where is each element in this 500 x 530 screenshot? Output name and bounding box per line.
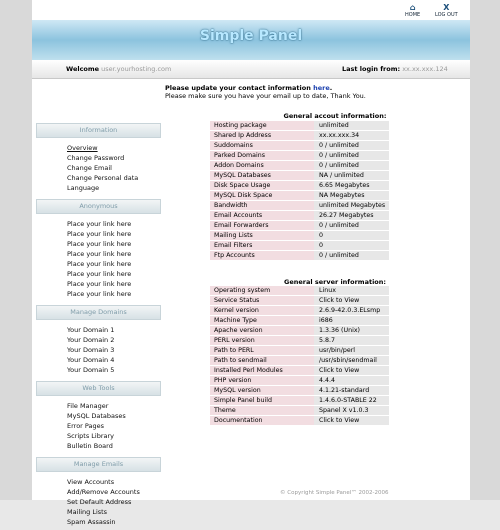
update-contact-link[interactable]: here xyxy=(313,84,330,92)
table-row xyxy=(210,171,389,180)
table-row xyxy=(210,296,389,305)
logout-button[interactable] xyxy=(435,3,458,18)
table-row xyxy=(210,286,389,295)
row-value: 0 / unlimited xyxy=(314,151,389,160)
row-value: 2.6.9-42.0.3.ELsmp xyxy=(314,306,389,315)
sidebar-link[interactable]: Language xyxy=(67,184,100,192)
last-login-ip: xx.xx.xxx.124 xyxy=(402,65,448,73)
row-value: Spanel X v1.0.3 xyxy=(314,406,389,415)
close-icon: X xyxy=(443,3,450,12)
sidebar-section-header: Anonymous xyxy=(36,199,161,214)
table-row xyxy=(210,131,389,140)
sidebar-link[interactable]: Change Email xyxy=(67,164,112,172)
sidebar-link[interactable]: Add/Remove Accounts xyxy=(67,488,140,496)
row-label: PERL version xyxy=(210,336,314,345)
row-label: Operating system xyxy=(210,286,314,295)
table-row xyxy=(210,406,389,415)
brand-logo: Simple Panel xyxy=(199,28,303,44)
sidebar-link[interactable]: Error Pages xyxy=(67,422,105,430)
row-value: unlimited Megabytes xyxy=(314,201,389,210)
table-row xyxy=(210,346,389,355)
row-value: unlimited xyxy=(314,121,389,130)
table-row xyxy=(210,141,389,150)
sidebar-section-list xyxy=(36,138,161,196)
sidebar-link[interactable]: Place your link here xyxy=(67,260,132,268)
table-row xyxy=(210,356,389,365)
row-label: Ftp Accounts xyxy=(210,251,314,260)
welcome-bar xyxy=(32,60,470,79)
sidebar-section-header: Web Tools xyxy=(36,381,161,396)
notice-text: Please update your contact information xyxy=(165,84,314,92)
row-value: 0 / unlimited xyxy=(314,251,389,260)
page xyxy=(32,0,470,526)
sidebar-link[interactable]: Your Domain 2 xyxy=(67,336,115,344)
row-value: 0 / unlimited xyxy=(314,221,389,230)
row-label: Simple Panel build xyxy=(210,396,314,405)
update-notice xyxy=(165,84,445,100)
sidebar-link[interactable]: Your Domain 3 xyxy=(67,346,115,354)
sidebar-link[interactable]: Overview xyxy=(67,144,98,152)
table-row xyxy=(210,396,389,405)
table-row xyxy=(210,121,389,130)
sidebar xyxy=(36,120,161,530)
welcome-text xyxy=(66,65,171,73)
sidebar-link[interactable]: View Accounts xyxy=(67,478,115,486)
row-value: 26.27 Megabytes xyxy=(314,211,389,220)
table-row xyxy=(210,251,389,260)
table-row xyxy=(210,306,389,315)
header-banner xyxy=(32,20,470,60)
row-label: Path to sendmail xyxy=(210,356,314,365)
table-row xyxy=(210,191,389,200)
table-row xyxy=(210,241,389,250)
table-row xyxy=(210,316,389,325)
sidebar-link[interactable]: Change Personal data xyxy=(67,174,139,182)
row-value: 0 / unlimited xyxy=(314,161,389,170)
sidebar-link[interactable]: MySQL Databases xyxy=(67,412,126,420)
row-label: Disk Space Usage xyxy=(210,181,314,190)
row-value: 5.8.7 xyxy=(314,336,389,345)
server-info-table xyxy=(210,285,389,426)
server-info-title: General server information: xyxy=(283,278,386,286)
row-label: Apache version xyxy=(210,326,314,335)
sidebar-link[interactable]: Spam Assassin xyxy=(67,518,116,526)
row-value: 4.1.21-standard xyxy=(314,386,389,395)
sidebar-link[interactable]: Mailing Lists xyxy=(67,508,108,516)
row-label: MySQL version xyxy=(210,386,314,395)
row-label: Shared Ip Address xyxy=(210,131,314,140)
row-label: Suddomains xyxy=(210,141,314,150)
sidebar-link[interactable]: Place your link here xyxy=(67,230,132,238)
account-info-title: General accout information: xyxy=(283,112,387,120)
table-row xyxy=(210,181,389,190)
sidebar-link[interactable]: Bulletin Board xyxy=(67,442,113,450)
sidebar-link[interactable]: Place your link here xyxy=(67,220,132,228)
sidebar-section-list xyxy=(36,472,161,530)
row-value: 1.3.36 (Unix) xyxy=(314,326,389,335)
row-label: Hosting package xyxy=(210,121,314,130)
row-value: 6.65 Megabytes xyxy=(314,181,389,190)
sidebar-link[interactable]: Scripts Library xyxy=(67,432,115,440)
sidebar-section-header: Information xyxy=(36,123,161,138)
home-icon: ⌂ xyxy=(409,3,416,12)
table-row xyxy=(210,366,389,375)
sidebar-link[interactable]: File Manager xyxy=(67,402,109,410)
click-to-view-link[interactable]: Click to View xyxy=(314,416,389,425)
row-value: /usr/sbin/sendmail xyxy=(314,356,389,365)
sidebar-section-list xyxy=(36,320,161,378)
row-value: Linux xyxy=(314,286,389,295)
click-to-view-link[interactable]: Click to View xyxy=(314,366,389,375)
left-gutter xyxy=(0,0,32,500)
row-value: i686 xyxy=(314,316,389,325)
row-label: MySQL Databases xyxy=(210,171,314,180)
sidebar-link[interactable]: Place your link here xyxy=(67,290,132,298)
row-value: xx.xx.xxx.34 xyxy=(314,131,389,140)
row-label: Email Forwarders xyxy=(210,221,314,230)
sidebar-link[interactable]: Place your link here xyxy=(67,270,132,278)
sidebar-link[interactable]: Your Domain 5 xyxy=(67,366,115,374)
row-label: Path to PERL xyxy=(210,346,314,355)
table-row xyxy=(210,376,389,385)
home-label: HOME xyxy=(405,12,421,18)
row-label: Documentation xyxy=(210,416,314,425)
row-value: usr/bin/perl xyxy=(314,346,389,355)
sidebar-link[interactable]: Change Password xyxy=(67,154,125,162)
welcome-user: user.yourhosting.com xyxy=(101,65,172,73)
logout-label: LOG OUT xyxy=(435,12,458,18)
table-row xyxy=(210,201,389,210)
sidebar-link[interactable]: Set Default Address xyxy=(67,498,132,506)
sidebar-link[interactable]: Place your link here xyxy=(67,280,132,288)
row-label: Service Status xyxy=(210,296,314,305)
click-to-view-link[interactable]: Click to View xyxy=(314,296,389,305)
table-row xyxy=(210,336,389,345)
table-row xyxy=(210,386,389,395)
row-label: Parked Domains xyxy=(210,151,314,160)
row-label: MySQL Disk Space xyxy=(210,191,314,200)
row-value: NA / unlimited xyxy=(314,171,389,180)
row-label: Kernel version xyxy=(210,306,314,315)
row-label: PHP version xyxy=(210,376,314,385)
row-label: Machine Type xyxy=(210,316,314,325)
sidebar-section-list xyxy=(36,214,161,302)
sidebar-section-header: Manage Emails xyxy=(36,457,161,472)
row-label: Installed Perl Modules xyxy=(210,366,314,375)
table-row xyxy=(210,231,389,240)
table-row xyxy=(210,416,389,425)
table-row xyxy=(210,151,389,160)
row-value: 1.4.6.0-STABLE 22 xyxy=(314,396,389,405)
sidebar-section-header: Manage Domains xyxy=(36,305,161,320)
row-value: 0 / unlimited xyxy=(314,141,389,150)
row-label: Email Filters xyxy=(210,241,314,250)
row-value: 0 xyxy=(314,231,389,240)
sidebar-link[interactable]: Place your link here xyxy=(67,240,132,248)
sidebar-link[interactable]: Your Domain 4 xyxy=(67,356,115,364)
notice-line2: Please make sure you have your email up to date, Thank You. xyxy=(165,92,366,100)
row-label: Mailing Lists xyxy=(210,231,314,240)
sidebar-link[interactable]: Place your link here xyxy=(67,250,132,258)
row-label: Theme xyxy=(210,406,314,415)
row-label: Bandwidth xyxy=(210,201,314,210)
table-row xyxy=(210,211,389,220)
sidebar-link[interactable]: Your Domain 1 xyxy=(67,326,115,334)
row-value: 4.4.4 xyxy=(314,376,389,385)
row-value: 0 xyxy=(314,241,389,250)
copyright: © Copyright Simple Panel™ 2002-2006 xyxy=(280,490,389,496)
right-gutter xyxy=(470,0,500,500)
row-label: Addon Domains xyxy=(210,161,314,170)
notice-period: . xyxy=(329,84,333,92)
home-button[interactable] xyxy=(405,3,420,18)
table-row xyxy=(210,221,389,230)
row-value: NA Megabytes xyxy=(314,191,389,200)
last-login xyxy=(342,65,448,73)
row-label: Email Accounts xyxy=(210,211,314,220)
last-login-label: Last login from: xyxy=(342,65,401,73)
sidebar-section-list xyxy=(36,396,161,454)
table-row xyxy=(210,326,389,335)
table-row xyxy=(210,161,389,170)
top-bar xyxy=(32,0,470,20)
account-info-table xyxy=(210,120,389,261)
welcome-label: Welcome xyxy=(66,65,100,73)
